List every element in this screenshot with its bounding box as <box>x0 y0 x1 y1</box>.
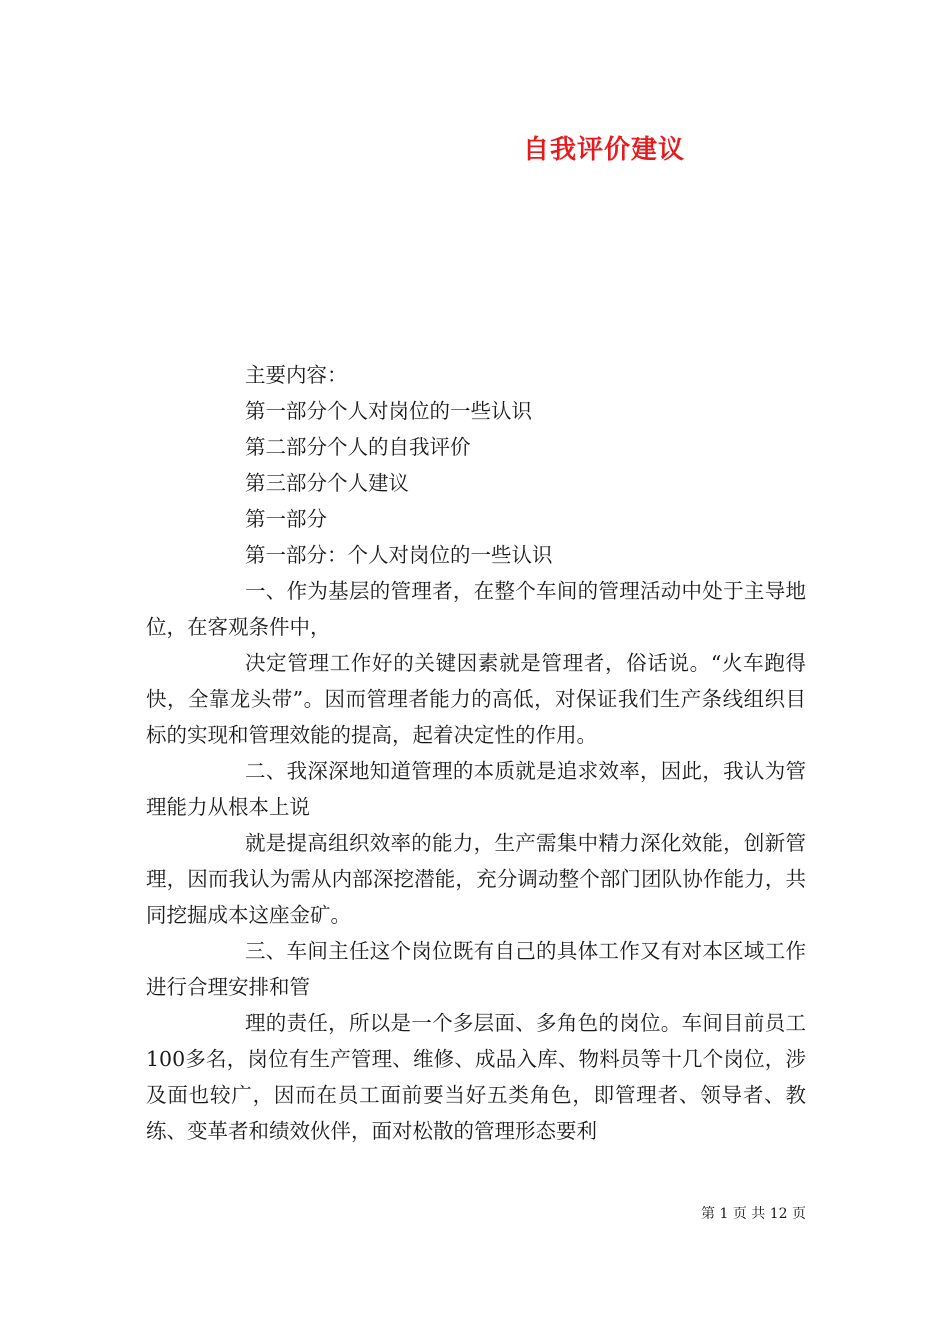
page-number-footer: 第 1 页 共 12 页 <box>701 1206 806 1222</box>
document-body <box>146 357 806 1149</box>
paragraph: 决定管理工作好的关键因素就是管理者，俗话说。“火车跑得快，全靠龙头带”。因而管理者能力的高低，对保证我们生产条线组织目标的实现和管理效能的提高，起着决定性的作用。 <box>146 651 806 747</box>
paragraph: 二、我深深地知道管理的本质就是追求效率，因此，我认为管理能力从根本上说 <box>146 759 806 819</box>
toc-item-part-2: 第二部分个人的自我评价 <box>245 435 471 459</box>
paragraph: 就是提高组织效率的能力，生产需集中精力深化效能，创新管理，因而我认为需从内部深挖潜能，充分调动整个部门团队协作能力，共同挖掘成本这座金矿。 <box>146 831 806 927</box>
toc-item-part-1: 第一部分个人对岗位的一些认识 <box>245 399 532 423</box>
section-heading-part-1: 第一部分 <box>245 507 327 531</box>
paragraph: 三、车间主任这个岗位既有自己的具体工作又有对本区域工作进行合理安排和管 <box>146 939 806 999</box>
paragraph: 理的责任，所以是一个多层面、多角色的岗位。车间目前员工100多名，岗位有生产管理、维修、成品入库、物料员等十几个岗位，涉及面也较广，因而在员工面前要当好五类角色，即管理者、领导者、教练、变革者和绩效伙伴，面对松散的管理形态要利 <box>146 1011 806 1143</box>
section-subheading-part-1: 第一部分：个人对岗位的一些认识 <box>245 543 553 567</box>
toc-item-part-3: 第三部分个人建议 <box>245 471 409 495</box>
paragraph: 一、作为基层的管理者，在整个车间的管理活动中处于主导地位，在客观条件中， <box>146 579 806 639</box>
document-title: 自我评价建议 <box>522 135 685 165</box>
toc-heading: 主要内容： <box>245 363 348 387</box>
